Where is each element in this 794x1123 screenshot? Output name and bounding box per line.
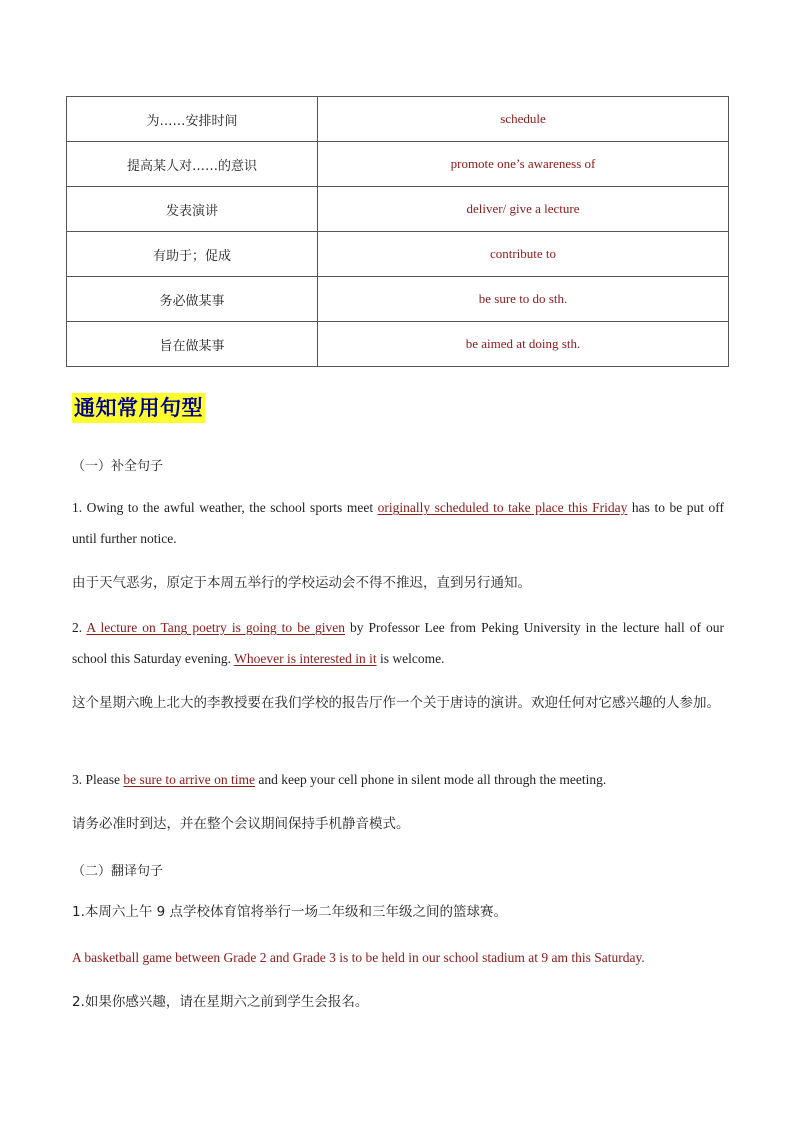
table-cell-english: contribute to: [318, 232, 729, 277]
table-row: [67, 142, 729, 187]
part2-title: （二）翻译句子: [72, 864, 164, 879]
sentence-2-num: 2.: [72, 620, 87, 635]
table-cell-english: be aimed at doing sth.: [318, 322, 729, 367]
sentence-1-answer: originally scheduled to take place this Friday: [377, 500, 628, 515]
table-row: [67, 322, 729, 367]
sentence-3-post: and keep your cell phone in silent mode all through the meeting.: [254, 772, 607, 787]
table-cell-chinese: 提高某人对……的意识: [67, 142, 318, 187]
sentence-3: [72, 764, 724, 795]
table-cell-chinese: 发表演讲: [67, 187, 318, 232]
table-cell-english: deliver/ give a lecture: [318, 187, 729, 232]
vocabulary-table: [66, 96, 729, 367]
translation-question-2: 2.如果你感兴趣，请在星期六之前到学生会报名。: [72, 994, 369, 1010]
table-cell-chinese: 旨在做某事: [67, 322, 318, 367]
sentence-2-mid: by Professor Lee from Peking University in the lecture hall of our school this Saturday evening.: [72, 620, 724, 666]
sentence-3-pre: 3. Please: [72, 772, 124, 787]
sentence-1-translation: 由于天气恶劣，原定于本周五举行的学校运动会不得不推迟，直到另行通知。: [72, 575, 531, 591]
sentence-1-post: has to be put off until further notice.: [72, 500, 724, 546]
sentence-2-answer-1: A lecture on Tang poetry is going to be given: [86, 620, 345, 635]
table-cell-english: be sure to do sth.: [318, 277, 729, 322]
table-cell-chinese: 务必做某事: [67, 277, 318, 322]
sentence-3-answer: be sure to arrive on time: [123, 772, 255, 787]
sentence-1: [72, 492, 724, 554]
translation-answer-1: A basketball game between Grade 2 and Grade 3 is to be held in our school stadium at 9 am this Saturday.: [72, 950, 645, 965]
sentence-2: [72, 612, 724, 674]
vocabulary-table-body: [67, 97, 729, 367]
table-cell-english: promote one’s awareness of: [318, 142, 729, 187]
table-cell-chinese: 有助于；促成: [67, 232, 318, 277]
sentence-1-pre: 1. Owing to the awful weather, the school sports meet: [72, 500, 378, 515]
sentence-2-post: is welcome.: [376, 651, 445, 666]
sentence-3-translation: 请务必准时到达，并在整个会议期间保持手机静音模式。: [72, 816, 410, 832]
sentence-2-answer-2: Whoever is interested in it: [234, 651, 377, 666]
table-row: [67, 232, 729, 277]
sentence-2-translation: 这个星期六晚上北大的李教授要在我们学校的报告厅作一个关于唐诗的演讲。欢迎任何对它感兴趣的人参加。: [72, 695, 720, 711]
section-heading: 通知常用句型: [72, 393, 205, 423]
table-cell-english: schedule: [318, 97, 729, 142]
table-cell-chinese: 为……安排时间: [67, 97, 318, 142]
table-row: [67, 187, 729, 232]
part1-title: （一）补全句子: [72, 459, 164, 474]
table-row: [67, 277, 729, 322]
table-row: [67, 97, 729, 142]
translation-question-1: 1.本周六上午 9 点学校体育馆将举行一场二年级和三年级之间的篮球赛。: [72, 904, 508, 920]
